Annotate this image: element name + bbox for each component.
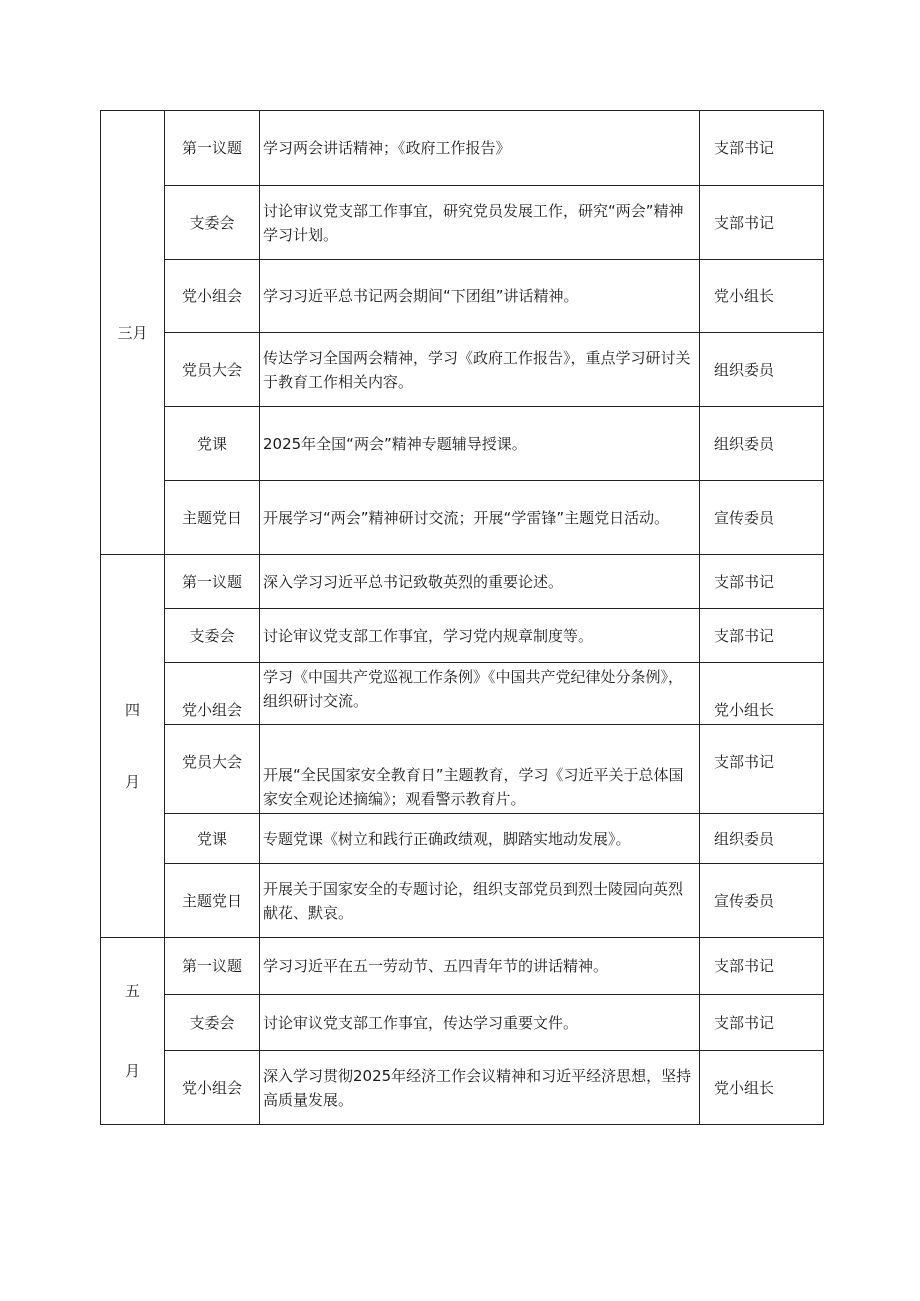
table-row	[101, 725, 824, 814]
table-row	[101, 111, 824, 186]
meeting-type: 第一议题	[165, 111, 260, 186]
table-row	[101, 995, 824, 1051]
month-cell	[101, 938, 165, 1125]
meeting-type: 党小组会	[165, 1051, 260, 1125]
meeting-content: 2025年全国“两会”精神专题辅导授课。	[260, 407, 700, 481]
meeting-content: 专题党课《树立和践行正确政绩观，脚踏实地动发展》。	[260, 814, 700, 864]
meeting-content: 学习两会讲话精神；《政府工作报告》	[260, 111, 700, 186]
meeting-type: 党小组会	[165, 260, 260, 333]
work-plan-table	[100, 110, 824, 1125]
table-row	[101, 814, 824, 864]
table-row	[101, 938, 824, 995]
meeting-content: 讨论审议党支部工作事宜，学习党内规章制度等。	[260, 609, 700, 663]
month-cell	[101, 555, 165, 938]
meeting-owner: 支部书记	[700, 938, 824, 995]
table-row	[101, 481, 824, 555]
meeting-owner: 宣传委员	[700, 481, 824, 555]
month-cell	[101, 111, 165, 555]
meeting-type: 第一议题	[165, 938, 260, 995]
meeting-content: 开展“全民国家安全教育日”主题教育，学习《习近平关于总体国家安全观论述摘编》；观看警示教育片。	[260, 725, 700, 814]
table-row	[101, 186, 824, 260]
table-row	[101, 663, 824, 725]
meeting-type: 主题党日	[165, 864, 260, 938]
table-row	[101, 260, 824, 333]
meeting-content: 传达学习全国两会精神，学习《政府工作报告》，重点学习研讨关于教育工作相关内容。	[260, 333, 700, 407]
meeting-owner: 支部书记	[700, 609, 824, 663]
meeting-type: 支委会	[165, 995, 260, 1051]
table-row	[101, 609, 824, 663]
meeting-owner: 党小组长	[700, 260, 824, 333]
table-row	[101, 555, 824, 609]
meeting-content: 学习《中国共产党巡视工作条例》《中国共产党纪律处分条例》，组织研讨交流。	[260, 663, 700, 725]
meeting-type: 党员大会	[165, 333, 260, 407]
meeting-content: 讨论审议党支部工作事宜，研究党员发展工作，研究“两会”精神学习计划。	[260, 186, 700, 260]
table-row	[101, 864, 824, 938]
month-label-part: 四	[124, 701, 140, 719]
month-label: 三月	[117, 323, 148, 342]
meeting-type: 党课	[165, 814, 260, 864]
meeting-owner: 组织委员	[700, 814, 824, 864]
meeting-type: 主题党日	[165, 481, 260, 555]
meeting-type: 支委会	[165, 609, 260, 663]
meeting-content: 开展学习“两会”精神研讨交流；开展“学雷锋”主题党日活动。	[260, 481, 700, 555]
meeting-content: 深入学习习近平总书记致敬英烈的重要论述。	[260, 555, 700, 609]
meeting-content: 开展关于国家安全的专题讨论，组织支部党员到烈士陵园向英烈献花、默哀。	[260, 864, 700, 938]
meeting-owner: 支部书记	[700, 995, 824, 1051]
meeting-owner: 支部书记	[700, 725, 824, 814]
month-label-part: 五	[124, 982, 140, 1000]
meeting-owner: 党小组长	[700, 1051, 824, 1125]
meeting-content: 讨论审议党支部工作事宜，传达学习重要文件。	[260, 995, 700, 1051]
table-row	[101, 407, 824, 481]
meeting-content: 学习习近平在五一劳动节、五四青年节的讲话精神。	[260, 938, 700, 995]
table-row	[101, 1051, 824, 1125]
meeting-owner: 宣传委员	[700, 864, 824, 938]
month-label-part: 月	[124, 773, 140, 791]
meeting-owner: 组织委员	[700, 407, 824, 481]
meeting-type: 党课	[165, 407, 260, 481]
meeting-owner: 支部书记	[700, 111, 824, 186]
meeting-owner: 支部书记	[700, 186, 824, 260]
meeting-content: 深入学习贯彻2025年经济工作会议精神和习近平经济思想，坚持高质量发展。	[260, 1051, 700, 1125]
month-label-part: 月	[124, 1062, 140, 1080]
table-row	[101, 333, 824, 407]
meeting-type: 第一议题	[165, 555, 260, 609]
meeting-type: 支委会	[165, 186, 260, 260]
meeting-owner: 党小组长	[700, 663, 824, 725]
meeting-type: 党小组会	[165, 663, 260, 725]
meeting-owner: 支部书记	[700, 555, 824, 609]
meeting-type: 党员大会	[165, 725, 260, 814]
meeting-content: 学习习近平总书记两会期间“下团组”讲话精神。	[260, 260, 700, 333]
meeting-owner: 组织委员	[700, 333, 824, 407]
